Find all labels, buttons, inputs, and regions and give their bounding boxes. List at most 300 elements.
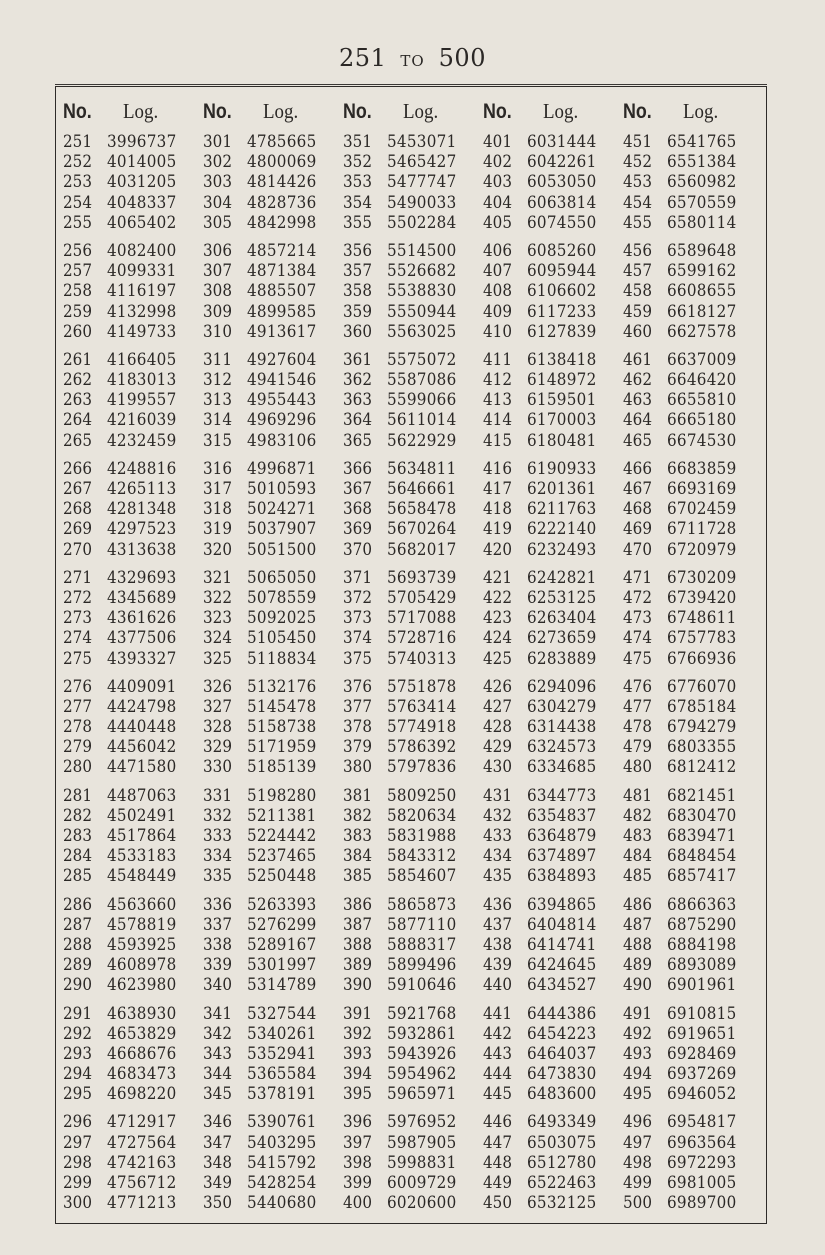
number-cell: 283	[63, 826, 92, 845]
log-cell: 4082400	[107, 240, 177, 260]
log-cell: 5250448	[247, 866, 317, 886]
table-row	[623, 540, 760, 560]
number-cell: 492	[623, 1023, 652, 1043]
table-row	[343, 757, 480, 777]
log-cell: 4996871	[247, 458, 317, 478]
log-cell: 6919651	[667, 1023, 737, 1043]
log-cell: 6503075	[527, 1132, 597, 1152]
log-cell: 6655810	[667, 390, 737, 410]
table-row	[623, 370, 760, 390]
table-row	[483, 370, 620, 390]
number-cell: 300	[63, 1193, 92, 1213]
log-cell: 4712917	[107, 1112, 177, 1132]
log-cell: 4871384	[247, 261, 317, 281]
row-group	[623, 786, 760, 887]
table-row	[343, 717, 480, 737]
table-row	[63, 410, 200, 430]
number-cell: 374	[343, 628, 372, 648]
table-row	[623, 826, 760, 846]
log-cell: 6148972	[527, 370, 597, 390]
number-cell: 376	[343, 676, 372, 696]
number-cell: 368	[343, 499, 372, 519]
number-cell: 478	[623, 717, 652, 737]
table-row	[203, 193, 340, 213]
number-cell: 373	[343, 608, 372, 628]
number-cell: 464	[623, 410, 652, 430]
table-row	[203, 697, 340, 717]
log-cell: 6314438	[527, 717, 597, 737]
row-group	[63, 677, 200, 778]
log-cell: 5378191	[247, 1084, 317, 1104]
log-cell: 6464037	[527, 1043, 597, 1063]
log-cell: 5403295	[247, 1132, 317, 1152]
log-cell: 5932861	[387, 1023, 457, 1043]
log-cell: 6512780	[527, 1152, 597, 1172]
table-row	[483, 1004, 620, 1024]
table-row	[623, 588, 760, 608]
number-cell: 311	[203, 349, 232, 369]
number-cell: 275	[63, 648, 92, 668]
number-cell: 321	[203, 567, 232, 587]
number-cell: 394	[343, 1064, 372, 1084]
number-cell: 340	[203, 975, 232, 995]
log-cell: 5263393	[247, 894, 317, 914]
number-cell: 312	[203, 370, 232, 390]
table-row	[623, 677, 760, 697]
row-group	[63, 1004, 200, 1105]
number-cell: 332	[203, 805, 232, 825]
number-cell: 293	[63, 1043, 92, 1063]
row-group	[63, 241, 200, 342]
number-cell: 482	[623, 805, 652, 825]
number-cell: 265	[63, 430, 92, 450]
log-cell: 6273659	[527, 628, 597, 648]
number-cell: 458	[623, 281, 652, 301]
table-row	[623, 866, 760, 886]
log-cell: 5415792	[247, 1152, 317, 1172]
table-row	[63, 431, 200, 451]
column-header	[483, 99, 620, 129]
log-cell: 6170003	[527, 410, 597, 430]
number-cell: 333	[203, 826, 232, 845]
number-cell: 466	[623, 458, 652, 478]
log-cell: 5065050	[247, 567, 317, 587]
number-cell: 453	[623, 172, 652, 192]
log-cell: 4502491	[107, 805, 177, 825]
table-row	[63, 1173, 200, 1193]
table-row	[203, 479, 340, 499]
log-cell: 6522463	[527, 1173, 597, 1192]
number-cell: 465	[623, 430, 652, 450]
table-row	[63, 172, 200, 192]
table-row	[203, 302, 340, 322]
number-cell: 351	[343, 132, 372, 151]
table-row	[203, 608, 340, 628]
number-cell: 378	[343, 717, 372, 737]
log-cell: 4116197	[107, 281, 177, 301]
table-row	[483, 193, 620, 213]
number-cell: 318	[203, 499, 232, 519]
log-cell: 5599066	[387, 390, 457, 410]
table-row	[343, 459, 480, 479]
page-title	[0, 44, 825, 72]
number-cell: 267	[63, 479, 92, 498]
number-cell: 299	[63, 1173, 92, 1192]
log-cell: 6020600	[387, 1193, 457, 1213]
table-row	[343, 499, 480, 519]
table-row	[203, 1064, 340, 1084]
table-row	[203, 935, 340, 955]
number-cell: 277	[63, 696, 92, 716]
log-cell: 4727564	[107, 1132, 177, 1152]
table-row	[63, 132, 200, 152]
table-row	[343, 588, 480, 608]
table-row	[343, 1004, 480, 1024]
log-cell: 4969296	[247, 410, 317, 430]
number-cell: 278	[63, 717, 92, 737]
log-cell: 6730209	[667, 567, 737, 587]
number-cell: 468	[623, 499, 652, 519]
table-row	[483, 241, 620, 261]
table-row	[483, 786, 620, 806]
number-cell: 360	[343, 321, 372, 341]
row-group	[623, 241, 760, 342]
number-cell: 269	[63, 519, 92, 539]
table-row	[623, 955, 760, 975]
row-group	[203, 1004, 340, 1105]
log-cell: 6374897	[527, 846, 597, 866]
log-cell: 4638930	[107, 1003, 177, 1023]
table-row	[203, 350, 340, 370]
log-cell: 4828736	[247, 192, 317, 212]
number-cell: 355	[343, 212, 372, 232]
log-cell: 4698220	[107, 1084, 177, 1104]
number-cell: 291	[63, 1003, 92, 1023]
row-group	[483, 241, 620, 342]
log-cell: 5237465	[247, 846, 317, 866]
table-row	[343, 935, 480, 955]
row-group	[343, 786, 480, 887]
number-cell: 391	[343, 1003, 372, 1023]
log-cell: 4393327	[107, 648, 177, 668]
log-cell: 5477747	[387, 172, 457, 192]
number-cell: 365	[343, 430, 372, 450]
table-row	[483, 1112, 620, 1132]
table-row	[203, 568, 340, 588]
number-cell: 298	[63, 1152, 92, 1172]
table-row	[203, 717, 340, 737]
log-cell: 6253125	[527, 587, 597, 607]
row-group	[623, 895, 760, 996]
number-cell: 427	[483, 696, 512, 716]
table-row	[63, 152, 200, 172]
table-row	[483, 975, 620, 995]
title-to: TO	[400, 52, 425, 70]
number-cell: 412	[483, 370, 512, 390]
table-row	[343, 1024, 480, 1044]
row-group	[483, 895, 620, 996]
log-cell: 5171959	[247, 737, 317, 757]
number-cell: 399	[343, 1173, 372, 1192]
number-cell: 484	[623, 846, 652, 866]
log-cell: 4265113	[107, 479, 177, 498]
row-group	[63, 459, 200, 560]
header-log: Log.	[263, 99, 299, 123]
table-row	[203, 1112, 340, 1132]
log-cell: 4329693	[107, 567, 177, 587]
table-row	[63, 302, 200, 322]
number-cell: 364	[343, 410, 372, 430]
number-cell: 280	[63, 757, 92, 777]
table-row	[483, 459, 620, 479]
row-group	[203, 895, 340, 996]
log-cell: 4487063	[107, 785, 177, 805]
row-group	[483, 677, 620, 778]
table-row	[483, 261, 620, 281]
row-group	[343, 459, 480, 560]
table-row	[63, 955, 200, 975]
log-cell: 6683859	[667, 458, 737, 478]
log-cell: 6334685	[527, 757, 597, 777]
number-cell: 499	[623, 1173, 652, 1192]
log-cell: 4857214	[247, 240, 317, 260]
number-cell: 294	[63, 1064, 92, 1084]
table-row	[63, 608, 200, 628]
table-row	[63, 806, 200, 826]
log-cell: 5976952	[387, 1112, 457, 1132]
table-row	[623, 1133, 760, 1153]
number-cell: 356	[343, 240, 372, 260]
number-cell: 369	[343, 519, 372, 539]
number-cell: 493	[623, 1043, 652, 1063]
row-group	[483, 786, 620, 887]
log-cell: 6201361	[527, 479, 597, 498]
row-group	[623, 568, 760, 669]
table-row	[63, 1133, 200, 1153]
table-row	[343, 1153, 480, 1173]
table-row	[203, 677, 340, 697]
log-cell: 6473830	[527, 1064, 597, 1084]
log-cell: 6344773	[527, 785, 597, 805]
row-group	[623, 459, 760, 560]
number-cell: 303	[203, 172, 232, 192]
number-cell: 371	[343, 567, 372, 587]
log-cell: 6901961	[667, 975, 737, 995]
number-cell: 431	[483, 785, 512, 805]
log-cell: 5987905	[387, 1132, 457, 1152]
number-cell: 260	[63, 321, 92, 341]
number-cell: 381	[343, 785, 372, 805]
number-cell: 415	[483, 430, 512, 450]
log-cell: 4345689	[107, 587, 177, 607]
table-row	[343, 241, 480, 261]
number-cell: 407	[483, 261, 512, 281]
log-cell: 4899585	[247, 301, 317, 321]
number-cell: 424	[483, 628, 512, 648]
number-cell: 436	[483, 894, 512, 914]
number-cell: 386	[343, 894, 372, 914]
log-cell: 5390761	[247, 1112, 317, 1132]
table-row	[203, 1153, 340, 1173]
log-cell: 5751878	[387, 676, 457, 696]
table-row	[483, 1133, 620, 1153]
log-cell: 6570559	[667, 192, 737, 212]
log-cell: 6766936	[667, 648, 737, 668]
log-cell: 4183013	[107, 370, 177, 390]
log-cell: 5797836	[387, 757, 457, 777]
log-cell: 6009729	[387, 1173, 457, 1192]
number-cell: 442	[483, 1023, 512, 1043]
log-cell: 6866363	[667, 894, 737, 914]
table-row	[63, 737, 200, 757]
log-cell: 5809250	[387, 785, 457, 805]
number-cell: 429	[483, 737, 512, 757]
log-cell: 6324573	[527, 737, 597, 757]
log-cell: 5224442	[247, 826, 317, 845]
log-cell: 6493349	[527, 1112, 597, 1132]
header-no: No.	[483, 100, 512, 123]
number-cell: 420	[483, 539, 512, 559]
number-cell: 329	[203, 737, 232, 757]
number-cell: 430	[483, 757, 512, 777]
log-cell: 6589648	[667, 240, 737, 260]
row-group	[343, 1004, 480, 1105]
table-row	[343, 281, 480, 301]
log-cell: 6910815	[667, 1003, 737, 1023]
table-row	[483, 588, 620, 608]
number-cell: 392	[343, 1023, 372, 1043]
table-row	[483, 697, 620, 717]
number-cell: 263	[63, 390, 92, 410]
log-cell: 5888317	[387, 934, 457, 954]
log-cell: 6702459	[667, 499, 737, 519]
log-cell: 4563660	[107, 894, 177, 914]
number-cell: 279	[63, 737, 92, 757]
table-row	[483, 649, 620, 669]
number-cell: 272	[63, 587, 92, 607]
log-cell: 5105450	[247, 628, 317, 648]
table-row	[343, 697, 480, 717]
number-cell: 494	[623, 1064, 652, 1084]
log-cell: 4014005	[107, 152, 177, 172]
log-cell: 4424798	[107, 696, 177, 716]
row-group	[623, 132, 760, 233]
table-row	[483, 350, 620, 370]
table-row	[343, 1173, 480, 1193]
row-group	[63, 895, 200, 996]
table-columns	[63, 99, 760, 1221]
log-cell: 6127839	[527, 321, 597, 341]
table-row	[203, 1004, 340, 1024]
table-row	[63, 479, 200, 499]
number-cell: 485	[623, 866, 652, 886]
number-cell: 307	[203, 261, 232, 281]
table-row	[483, 152, 620, 172]
log-cell: 6053050	[527, 172, 597, 192]
log-cell: 6608655	[667, 281, 737, 301]
log-cell: 5774918	[387, 717, 457, 737]
number-cell: 326	[203, 676, 232, 696]
table-row	[483, 846, 620, 866]
row-group	[623, 350, 760, 451]
number-cell: 404	[483, 192, 512, 212]
row-group	[63, 568, 200, 669]
number-cell: 382	[343, 805, 372, 825]
number-cell: 264	[63, 410, 92, 430]
table-row	[63, 1112, 200, 1132]
number-cell: 454	[623, 192, 652, 212]
header-no: No.	[623, 100, 652, 123]
number-cell: 447	[483, 1132, 512, 1152]
table-row	[623, 213, 760, 233]
table-row	[343, 866, 480, 886]
log-cell: 5611014	[387, 410, 457, 430]
table-row	[623, 786, 760, 806]
log-cell: 4941546	[247, 370, 317, 390]
log-cell: 5051500	[247, 539, 317, 559]
number-cell: 414	[483, 410, 512, 430]
log-cell: 6599162	[667, 261, 737, 281]
log-cell: 6618127	[667, 301, 737, 321]
number-cell: 496	[623, 1112, 652, 1132]
number-cell: 330	[203, 757, 232, 777]
number-cell: 483	[623, 826, 652, 845]
log-cell: 5198280	[247, 785, 317, 805]
number-cell: 339	[203, 955, 232, 975]
table-row	[343, 302, 480, 322]
table-row	[63, 241, 200, 261]
table-row	[343, 1193, 480, 1213]
number-cell: 384	[343, 846, 372, 866]
table-row	[483, 322, 620, 342]
column-header	[203, 99, 340, 129]
log-cell: 6042261	[527, 152, 597, 172]
log-cell: 4031205	[107, 172, 177, 192]
row-group	[203, 568, 340, 669]
log-cell: 6711728	[667, 519, 737, 539]
table-row	[343, 540, 480, 560]
log-cell: 5352941	[247, 1043, 317, 1063]
log-cell: 6963564	[667, 1132, 737, 1152]
log-cell: 4456042	[107, 737, 177, 757]
row-group	[63, 132, 200, 233]
table-column-5	[623, 99, 760, 1221]
number-cell: 281	[63, 785, 92, 805]
table-row	[483, 281, 620, 301]
table-row	[483, 1084, 620, 1104]
number-cell: 422	[483, 587, 512, 607]
log-cell: 4756712	[107, 1173, 177, 1192]
log-cell: 6646420	[667, 370, 737, 390]
table-row	[203, 370, 340, 390]
number-cell: 409	[483, 301, 512, 321]
number-cell: 443	[483, 1043, 512, 1063]
number-cell: 276	[63, 676, 92, 696]
number-cell: 426	[483, 676, 512, 696]
table-row	[63, 1084, 200, 1104]
number-cell: 469	[623, 519, 652, 539]
log-cell: 5575072	[387, 349, 457, 369]
number-cell: 474	[623, 628, 652, 648]
table-row	[623, 281, 760, 301]
log-cell: 6424645	[527, 955, 597, 975]
table-row	[343, 519, 480, 539]
table-row	[203, 172, 340, 192]
log-cell: 5550944	[387, 301, 457, 321]
number-cell: 316	[203, 458, 232, 478]
table-row	[623, 568, 760, 588]
log-cell: 6483600	[527, 1084, 597, 1104]
